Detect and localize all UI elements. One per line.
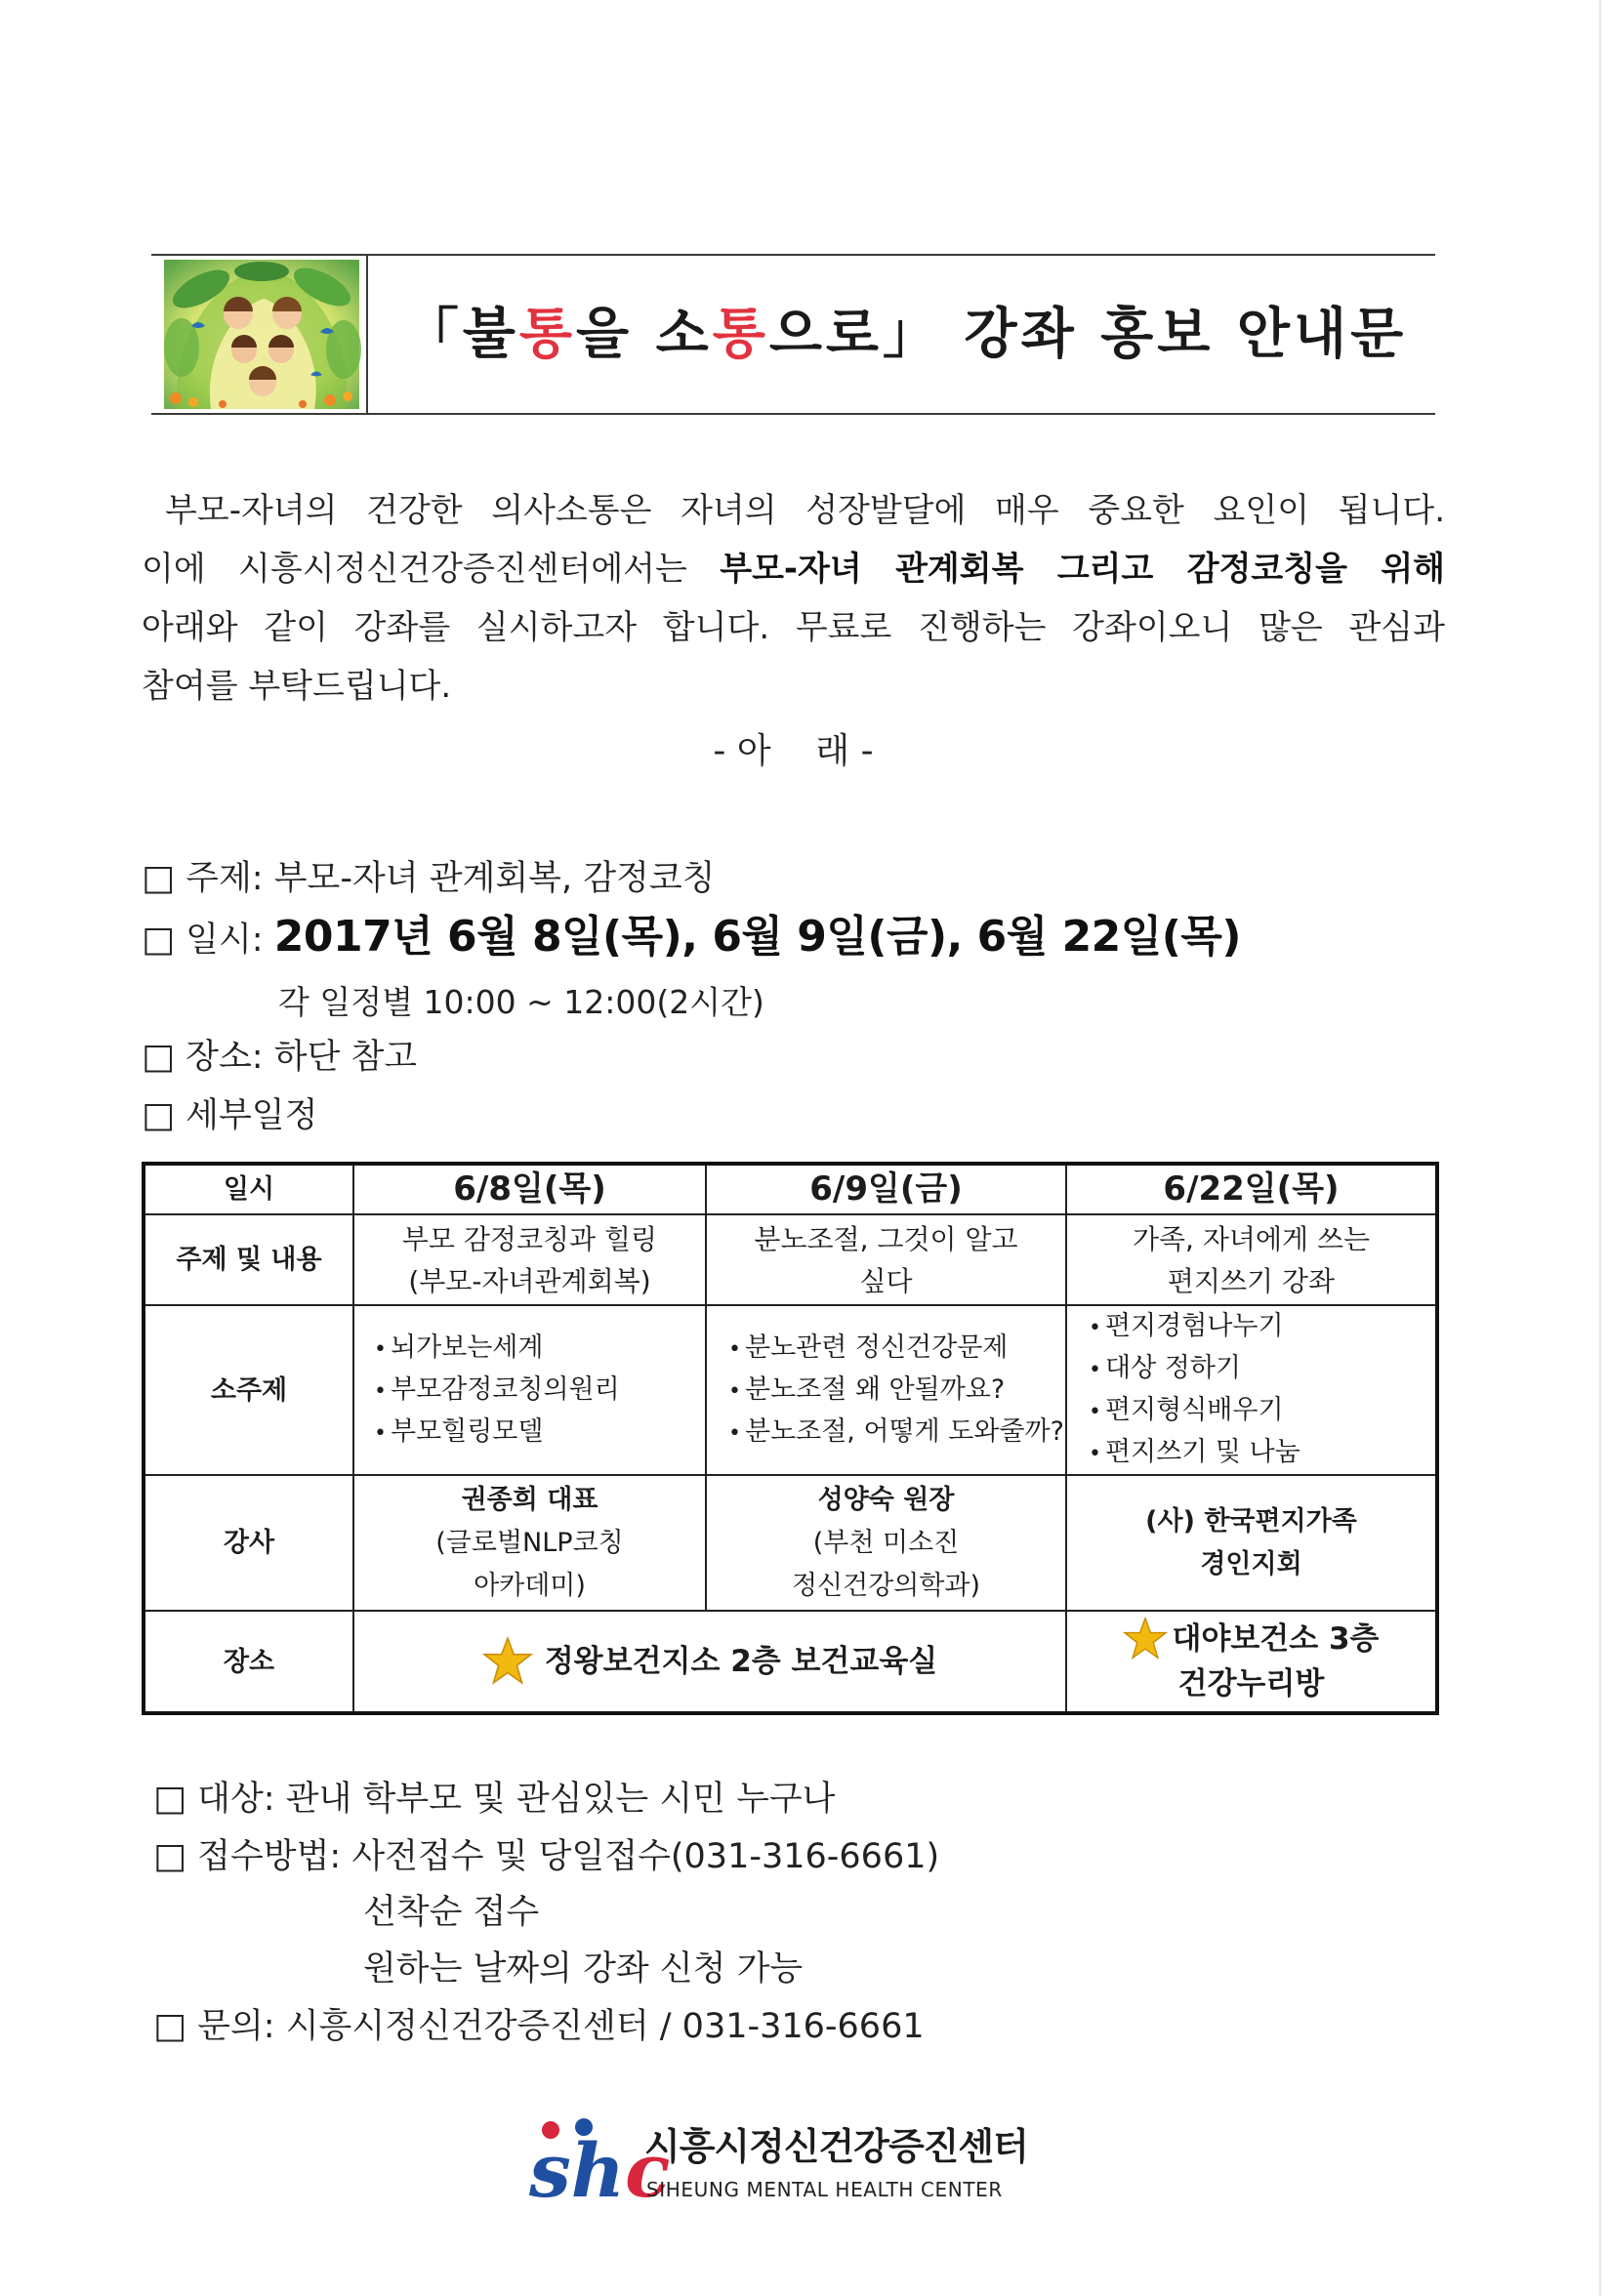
session-date: 6/22일(목) <box>1066 1164 1437 1214</box>
item-value: 부모-자녀 관계회복, 감정코칭 <box>273 859 716 898</box>
subtopic-item <box>1089 1390 1435 1432</box>
theme-line: 가족, 자녀에게 쓰는 <box>1132 1222 1371 1255</box>
instructor-cell <box>353 1475 706 1611</box>
session-date: 6/9일(금) <box>706 1164 1066 1214</box>
subtopic-cell <box>353 1305 706 1475</box>
bullet: • <box>728 1336 741 1362</box>
theme-line: 편지쓰기 강좌 <box>1167 1264 1336 1297</box>
title-highlight: 통 <box>712 303 769 366</box>
illustration-svg <box>164 260 359 409</box>
subtopic-text: 뇌가보는세계 <box>390 1332 544 1363</box>
subtopic-item <box>728 1370 1065 1412</box>
event-dates: 2017년 6월 8일(목), 6월 9일(금), 6월 22일(목) <box>273 912 1242 962</box>
subtopic-item <box>728 1328 1065 1370</box>
subtopic-text: 편지경험나누기 <box>1104 1311 1284 1341</box>
subtopic-item <box>1089 1348 1435 1390</box>
venue-line <box>1067 1617 1435 1661</box>
star-icon <box>482 1636 533 1687</box>
subtopic-item <box>1089 1306 1435 1348</box>
bullet: • <box>374 1378 387 1404</box>
item-value: 하단 참고 <box>273 1038 418 1077</box>
instructor-name: (사) 한국편지가족 <box>1145 1505 1357 1537</box>
bullet: • <box>1089 1316 1101 1340</box>
table-row-instructor <box>144 1475 1437 1611</box>
bullet: • <box>728 1378 741 1404</box>
time-note: 각 일정별 10:00 ~ 12:00(2시간) <box>278 983 764 1021</box>
scan-edge-line <box>1599 0 1601 2296</box>
family-illustration-image <box>164 260 359 409</box>
table-row-subtopics <box>144 1305 1437 1475</box>
subtopic-cell <box>1066 1305 1437 1475</box>
item-label: 접수방법: <box>197 1837 342 1876</box>
checkbox-marker: □ <box>142 1037 176 1077</box>
subtopic-text: 편지쓰기 및 나눔 <box>1104 1437 1300 1467</box>
row-header-venue: 장소 <box>144 1611 353 1713</box>
logo-letter: h <box>570 2127 626 2214</box>
page-title <box>376 256 1435 413</box>
item-value: 시흥시정신건강증진센터 / 031-316-6661 <box>285 2007 925 2046</box>
star-icon <box>1123 1617 1168 1661</box>
row-header-date: 일시 <box>144 1164 353 1214</box>
subtopic-item <box>374 1370 705 1412</box>
instructor-affiliation: (부천 미소진 <box>812 1527 960 1558</box>
table-row-dates <box>144 1164 1437 1214</box>
registration-note: 원하는 날짜의 강좌 신청 가능 <box>363 1949 804 1988</box>
registration-item <box>153 1832 939 1881</box>
title-segment: 으로」 강좌 홍보 안내문 <box>768 303 1408 366</box>
intro-text: 부모-자녀의 건강한 의사소통은 자녀의 성장발달에 매우 중요한 요인이 됩니다. <box>165 491 1445 530</box>
title-highlight: 통 <box>518 303 577 366</box>
intro-text: 참여를 부탁드립니다. <box>142 667 452 706</box>
logo-letter: s <box>529 2127 571 2214</box>
title-segment: 을 소 <box>576 303 713 366</box>
item-label: 세부일정 <box>186 1096 318 1135</box>
item-value: 사전접수 및 당일접수(031-316-6661) <box>351 1837 940 1876</box>
venue-cell <box>353 1611 1066 1713</box>
logo-letter: c <box>625 2127 671 2214</box>
subtopic-text: 분노조절, 어떻게 도와줄까? <box>744 1415 1064 1447</box>
theme-line: 싶다 <box>859 1264 913 1297</box>
checkbox-marker: □ <box>153 1836 187 1876</box>
table-row-venue <box>144 1611 1437 1713</box>
venue-cell <box>1066 1611 1437 1713</box>
theme-cell <box>706 1214 1066 1305</box>
checkbox-marker: □ <box>153 1779 187 1819</box>
place-item <box>142 1033 417 1082</box>
item-label: 대상: <box>197 1780 275 1819</box>
theme-line: 분노조절, 그것이 알고 <box>754 1222 1018 1255</box>
bullet: • <box>374 1420 387 1446</box>
date-item <box>142 908 1241 969</box>
row-header-subtopics: 소주제 <box>144 1305 353 1475</box>
subtopic-text: 부모감정코칭의원리 <box>390 1374 620 1405</box>
instructor-affiliation: 아카데미) <box>474 1570 586 1601</box>
subtopic-text: 부모힐링모델 <box>390 1415 544 1447</box>
venue-label <box>354 1636 1065 1687</box>
inquiry-item <box>153 2002 925 2051</box>
checkbox-marker: □ <box>142 1095 176 1135</box>
venue-text: 정왕보건지소 2층 보건교육실 <box>544 1643 938 1679</box>
subtopic-list <box>1067 1306 1435 1474</box>
checkbox-marker: □ <box>142 858 176 898</box>
theme-line: (부모-자녀관계회복) <box>408 1264 651 1297</box>
subtopic-text: 분노관련 정신건강문제 <box>744 1332 1009 1363</box>
theme-cell <box>1066 1214 1437 1305</box>
center-logo <box>527 2116 1054 2214</box>
subtopic-item <box>374 1328 705 1370</box>
subtopic-cell <box>706 1305 1066 1475</box>
target-audience-item <box>153 1775 836 1824</box>
subtopic-item <box>1089 1432 1435 1474</box>
instructor-name: 성양숙 원장 <box>817 1484 955 1515</box>
bullet: • <box>728 1420 741 1446</box>
checkbox-marker: □ <box>142 920 176 960</box>
intro-line <box>142 540 1445 598</box>
theme-line: 부모 감정코칭과 힐링 <box>401 1222 658 1255</box>
item-label: 주제: <box>186 859 264 898</box>
item-label: 장소: <box>186 1038 264 1077</box>
instructor-cell <box>1066 1475 1437 1611</box>
instructor-affiliation: (글로벌NLP코칭 <box>435 1527 624 1558</box>
instructor-affiliation: 정신건강의학과) <box>791 1570 981 1601</box>
intro-line <box>142 598 1445 657</box>
section-heading: - 아 래 - <box>713 731 874 771</box>
schedule-table <box>142 1162 1439 1715</box>
intro-line <box>142 481 1445 540</box>
bullet: • <box>1089 1358 1101 1382</box>
title-banner <box>151 254 1435 415</box>
intro-line <box>142 657 1445 716</box>
subtopic-item <box>374 1412 705 1454</box>
instructor-name: 권종희 대표 <box>461 1484 598 1515</box>
row-header-theme: 주제 및 내용 <box>144 1214 353 1305</box>
bullet: • <box>1089 1442 1101 1466</box>
subtopic-list <box>707 1328 1065 1454</box>
session-date: 6/8일(목) <box>353 1164 706 1214</box>
venue-text: 건강누리방 <box>1177 1666 1325 1702</box>
title-segment: 「불 <box>403 303 519 366</box>
logo-name-korean: 시흥시정신건강증진센터 <box>644 2125 1028 2168</box>
subtopic-text: 편지형식배우기 <box>1104 1395 1284 1425</box>
registration-note: 선착순 접수 <box>363 1893 540 1932</box>
checkbox-marker: □ <box>153 2006 187 2046</box>
bullet: • <box>374 1336 387 1362</box>
item-label: 일시: <box>186 921 264 960</box>
venue-text: 대야보건소 3층 <box>1172 1621 1380 1657</box>
topic-item <box>142 854 715 903</box>
row-header-instructor: 강사 <box>144 1475 353 1611</box>
item-value: 관내 학부모 및 관심있는 시민 누구나 <box>285 1780 836 1819</box>
subtopic-text: 분노조절 왜 안될까요? <box>744 1374 1006 1405</box>
banner-divider <box>366 256 368 413</box>
subtopic-item <box>728 1412 1065 1454</box>
intro-emphasis: 부모-자녀 관계회복 그리고 감정코칭을 위해 <box>720 550 1446 589</box>
logo-mark-icon <box>527 2116 671 2214</box>
instructor-name: 경인지회 <box>1200 1548 1302 1579</box>
intro-paragraph <box>142 481 1445 716</box>
subtopic-text: 대상 정하기 <box>1104 1353 1241 1383</box>
theme-cell <box>353 1214 706 1305</box>
subtopic-list <box>354 1328 705 1454</box>
detail-schedule-item <box>142 1091 317 1140</box>
intro-text: 아래와 같이 강좌를 실시하고자 합니다. 무료로 진행하는 강좌이오니 많은 관심과 <box>142 608 1445 647</box>
intro-text: 이에 시흥시정신건강증진센터에서는 <box>142 550 687 589</box>
instructor-cell <box>706 1475 1066 1611</box>
bullet: • <box>1089 1400 1101 1424</box>
table-row-theme <box>144 1214 1437 1305</box>
logo-name-english: SIHEUNG MENTAL HEALTH CENTER <box>646 2178 1003 2201</box>
item-label: 문의: <box>197 2007 275 2046</box>
